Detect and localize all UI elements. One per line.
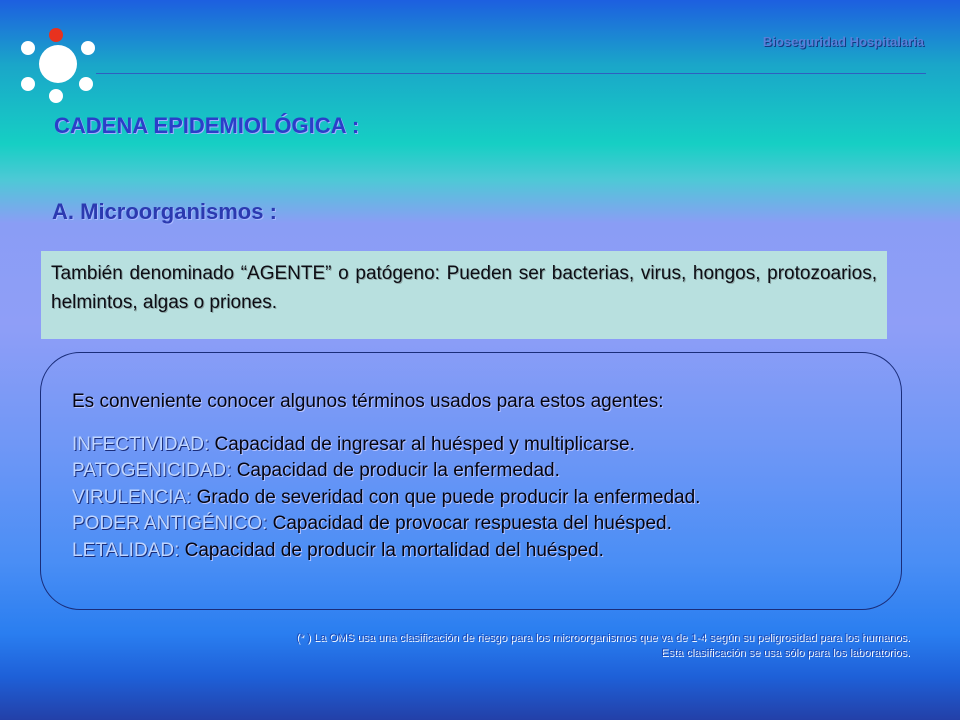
list-item <box>72 511 700 537</box>
logo-dot <box>79 77 93 91</box>
term-name: PODER ANTIGÉNICO: <box>72 513 268 535</box>
logo-accent-dot <box>49 28 63 42</box>
logo-center-dot <box>39 45 77 83</box>
definition-text: También denominado “AGENTE” o patógeno: Pueden ser bacterias, virus, hongos, protozoarios, helmintos, algas o priones. <box>51 263 877 313</box>
term-definition: Capacidad de ingresar al huésped y multiplicarse. <box>209 434 635 455</box>
header-divider <box>96 73 926 74</box>
definition-box <box>41 251 887 339</box>
term-definition: Capacidad de producir la mortalidad del huésped. <box>179 539 604 561</box>
list-item <box>72 432 700 458</box>
footnote-line: Esta clasificación se usa sólo para los laboratorios. <box>661 647 910 659</box>
section-heading: A. Microorganismos : <box>52 199 277 224</box>
term-definition: Capacidad de producir la enfermedad. <box>231 460 560 482</box>
terms-list <box>72 432 700 564</box>
list-item <box>72 538 700 564</box>
list-item <box>72 458 700 484</box>
term-name: PATOGENICIDAD: <box>72 460 232 482</box>
page-title: CADENA EPIDEMIOLÓGICA : <box>54 113 360 138</box>
term-definition: Grado de severidad con que puede producir la enfermedad. <box>191 486 701 508</box>
logo-dot <box>21 77 35 91</box>
molecule-dots-icon <box>14 22 104 112</box>
header-title: Bioseguridad Hospitalaria <box>762 34 924 49</box>
term-name: INFECTIVIDAD: <box>72 434 210 455</box>
footnote-line: (* ) La OMS usa una clasificación de riesgo para los microorganismos que va de 1-4 según su peligrosidad para los humanos. <box>296 632 910 644</box>
logo-dot <box>49 89 63 103</box>
term-name: VIRULENCIA: <box>72 486 192 508</box>
logo-dot <box>81 41 95 55</box>
logo-dot <box>21 41 35 55</box>
footnote <box>296 631 910 661</box>
term-definition: Capacidad de provocar respuesta del huésped. <box>267 513 672 535</box>
terms-intro: Es conveniente conocer algunos términos usados para estos agentes: <box>72 391 664 412</box>
list-item <box>72 485 700 511</box>
term-name: LETALIDAD: <box>72 539 180 561</box>
